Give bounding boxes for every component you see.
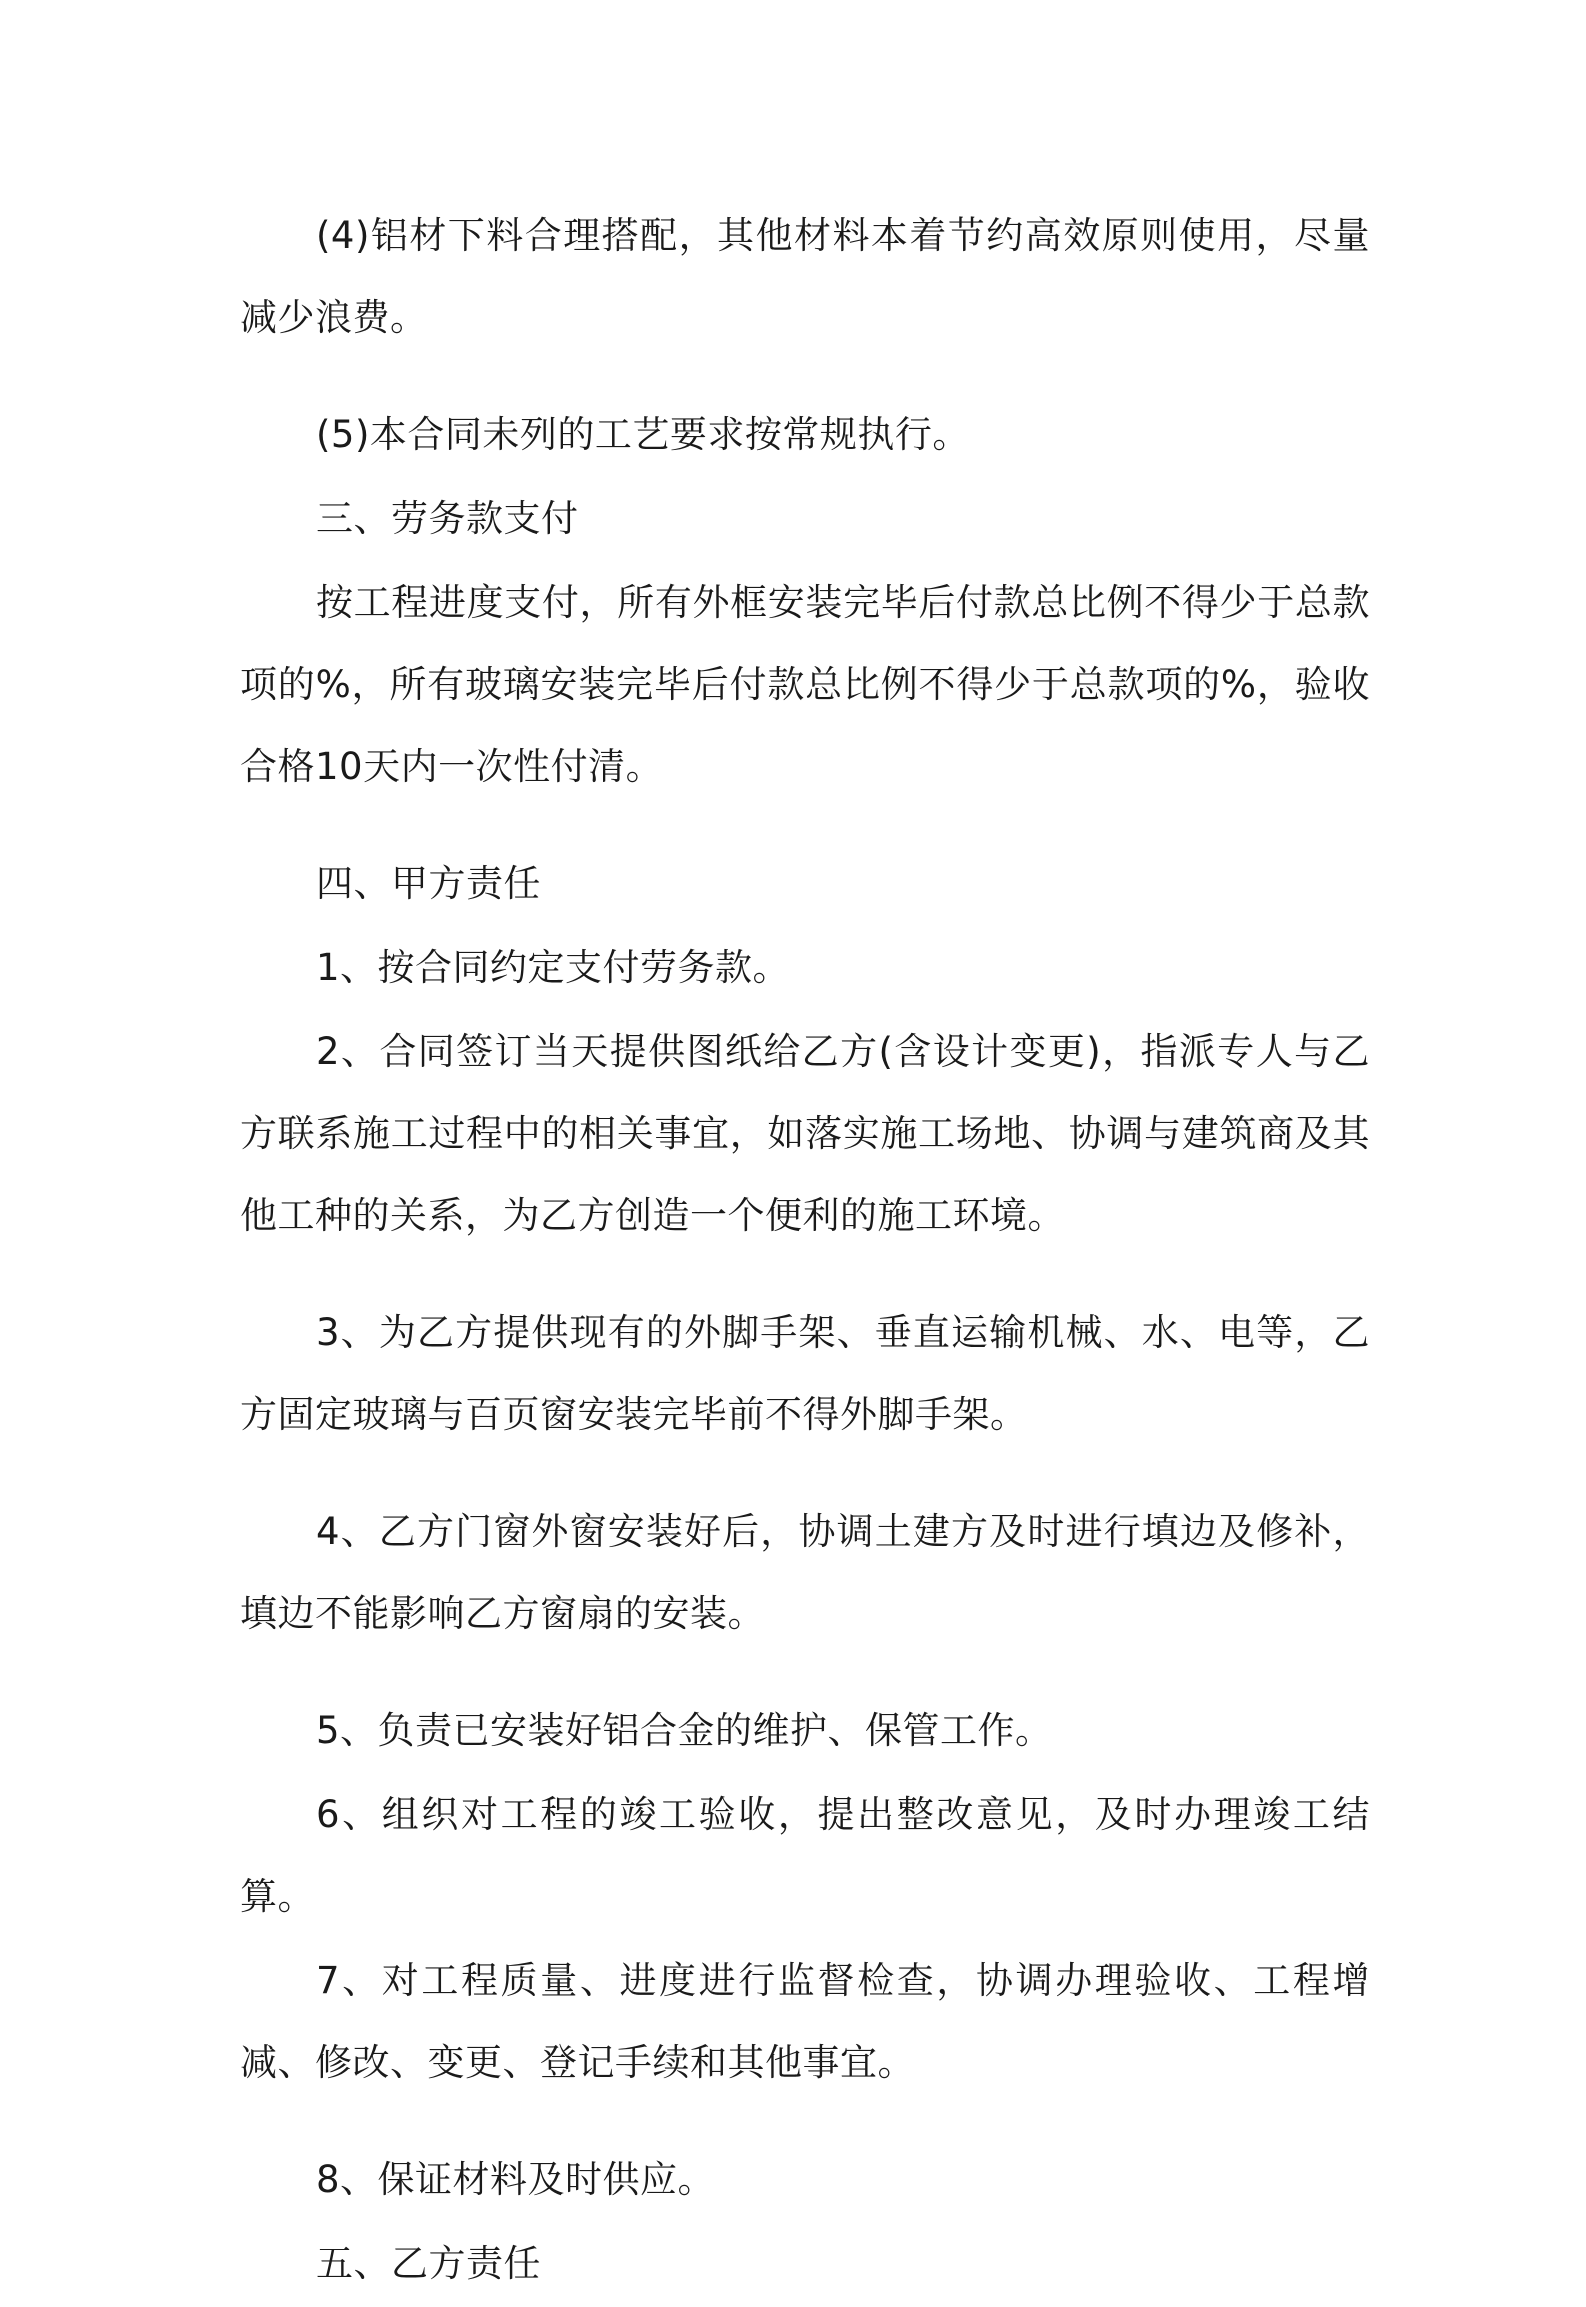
document-body (240, 195, 1370, 2307)
section-heading-payment: 三、劳务款支付 (316, 497, 579, 540)
paragraph-party-a-item-4: 4、乙方门窗外窗安装好后，协调土建方及时进行填边及修补，填边不能影响乙方窗扇的安装。 (240, 1510, 1370, 1635)
paragraph-party-a-item-7: 7、对工程质量、进度进行监督检查，协调办理验收、工程增减、修改、变更、登记手续和其他事宜。 (240, 1959, 1370, 2084)
paragraph-party-a-item-8: 8、保证材料及时供应。 (316, 2158, 716, 2201)
paragraph-party-a-item-5: 5、负责已安装好铝合金的维护、保管工作。 (316, 1709, 1053, 1752)
paragraph-party-a-item-2: 2、合同签订当天提供图纸给乙方(含设计变更)，指派专人与乙方联系施工过程中的相关事宜，如落实施工场地、协调与建筑商及其他工种的关系，为乙方创造一个便利的施工环境。 (240, 1030, 1370, 1237)
section-heading-party-b: 五、乙方责任 (316, 2242, 541, 2285)
paragraph-party-a-item-6: 6、组织对工程的竣工验收，提出整改意见，及时办理竣工结算。 (240, 1793, 1370, 1918)
paragraph-party-a-item-1: 1、按合同约定支付劳务款。 (316, 946, 791, 989)
section-heading-party-a: 四、甲方责任 (316, 862, 541, 905)
paragraph-unlisted-process: (5)本合同未列的工艺要求按常规执行。 (316, 413, 970, 456)
paragraph-material-cutting: (4)铝材下料合理搭配，其他材料本着节约高效原则使用，尽量减少浪费。 (240, 214, 1370, 339)
paragraph-party-a-item-3: 3、为乙方提供现有的外脚手架、垂直运输机械、水、电等，乙方固定玻璃与百页窗安装完毕前不得外脚手架。 (240, 1311, 1370, 1436)
paragraph-payment-terms: 按工程进度支付，所有外框安装完毕后付款总比例不得少于总款项的%，所有玻璃安装完毕后付款总比例不得少于总款项的%，验收合格10天内一次性付清。 (240, 581, 1370, 788)
